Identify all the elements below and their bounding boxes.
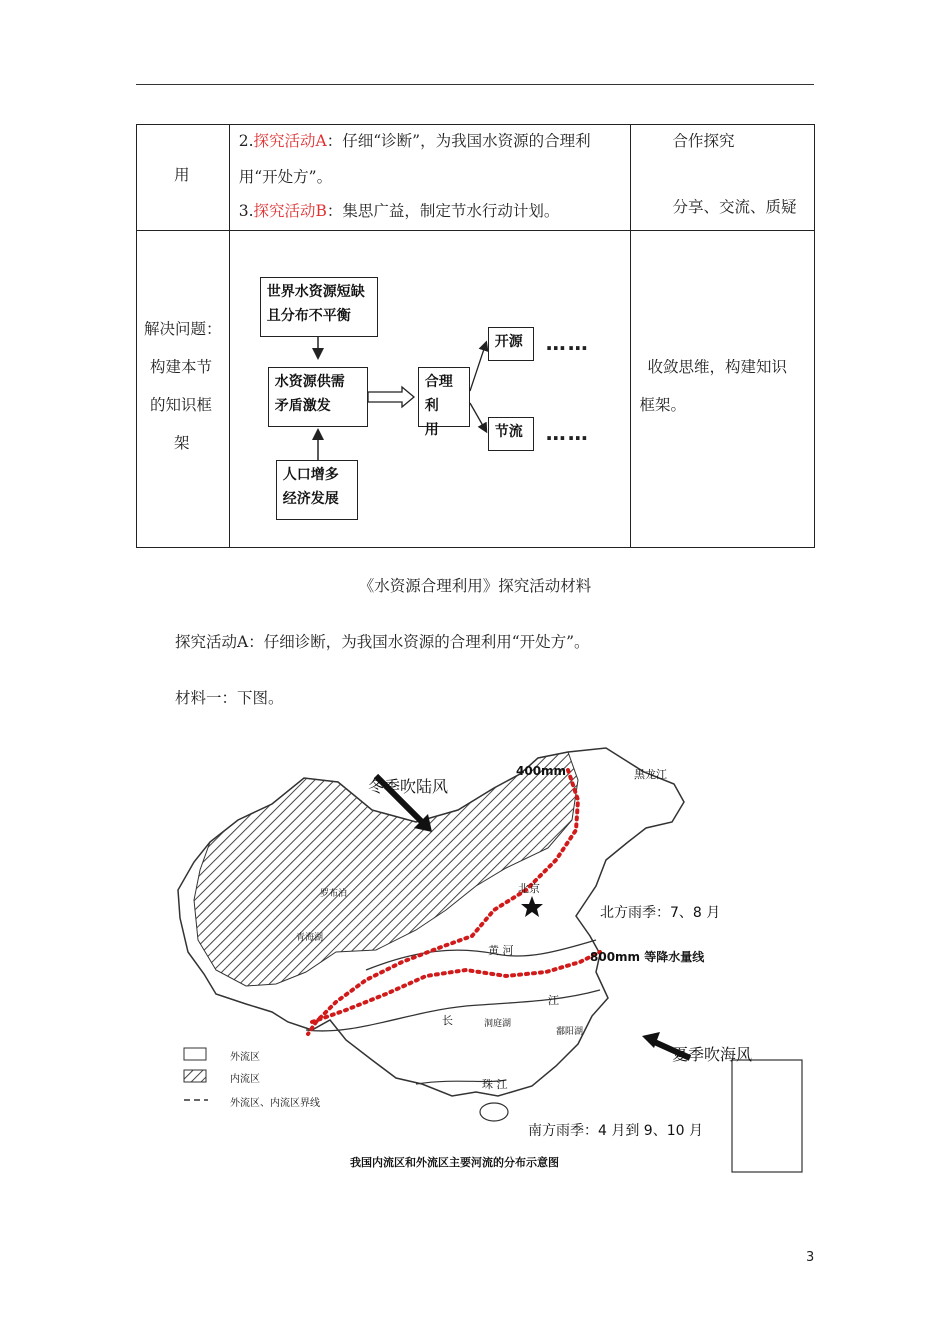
table-row xyxy=(137,231,815,548)
legend-inland-symbol xyxy=(184,1070,206,1082)
flow-ellipsis: …… xyxy=(545,421,590,445)
south-rain-label: 南方雨季：4 月到 9、10 月 xyxy=(528,1123,703,1139)
activity-a-line2: 用“开处方”。 xyxy=(238,168,333,186)
activity-b-line xyxy=(239,199,560,221)
row2-method-cell xyxy=(630,231,814,548)
row2-label-line: 架 xyxy=(174,434,190,452)
heilongjiang-label: 黑龙江 xyxy=(634,768,667,781)
activity-a-title: 探究活动A xyxy=(253,132,327,150)
knowledge-flowchart xyxy=(230,231,630,547)
activity-b-title: 探究活动B xyxy=(253,202,327,220)
flow-box-text: 合理利 xyxy=(424,374,453,414)
arrow-branch-up xyxy=(470,343,486,391)
row1-method-cell xyxy=(630,125,814,231)
legend-inland-label: 内流区 xyxy=(230,1074,260,1085)
legend-outflow-symbol xyxy=(184,1048,206,1060)
method-cooperate: 合作探究 xyxy=(672,132,735,150)
activity-a-text: ：仔细“诊断”，为我国水资源的合理利 xyxy=(326,132,591,150)
legend-outflow-label: 外流区 xyxy=(230,1052,260,1063)
summer-wind-label: 夏季吹海风 xyxy=(672,1045,753,1064)
material-title: 《水资源合理利用》探究活动材料 xyxy=(358,577,592,595)
arrow-branch-down xyxy=(470,403,486,431)
beijing-label: 北京 xyxy=(518,882,540,895)
south-sea-inset xyxy=(732,1060,802,1172)
row2-label-cell xyxy=(137,231,230,548)
flow-box-text: 人口增多 xyxy=(282,467,339,483)
table-row xyxy=(137,125,815,231)
changjiang-label: 长 xyxy=(442,1014,453,1027)
flow-box-population xyxy=(276,460,358,520)
activity-a-number: 2. xyxy=(238,132,254,150)
flow-box-text: 且分布不平衡 xyxy=(266,308,351,324)
china-rivers-map xyxy=(176,740,810,1180)
winter-wind-label: 冬季吹陆风 xyxy=(368,777,449,796)
map-drawing xyxy=(176,740,810,1180)
row1-content-cell xyxy=(229,125,630,231)
activity-a-line xyxy=(239,129,591,151)
jiang-label: 江 xyxy=(548,994,559,1007)
row2-label-line: 解决问题： xyxy=(144,320,222,338)
header-rule xyxy=(136,84,814,85)
flow-box-rational-use xyxy=(418,367,470,438)
material-one-paragraph: 材料一：下图。 xyxy=(175,689,284,707)
flow-box-open-source: 开源 xyxy=(488,327,534,361)
row2-label-line: 的知识框 xyxy=(150,396,213,414)
method-converge-2: 框架。 xyxy=(639,396,687,414)
row2-label-line: 构建本节 xyxy=(150,358,213,376)
flow-box-text: 经济发展 xyxy=(282,491,339,507)
row1-label: 用 xyxy=(174,166,190,184)
lesson-table xyxy=(136,124,815,548)
method-share: 分享、交流、质疑 xyxy=(672,198,797,216)
isohyet-400-label: 400mm xyxy=(516,764,567,778)
flow-box-text: 水资源供需 xyxy=(274,374,345,390)
luobu-label: 罗布泊 xyxy=(320,889,348,899)
flow-box-text: 世界水资源短缺 xyxy=(266,284,365,300)
dongting-label: 洞庭湖 xyxy=(484,1019,512,1029)
flow-box-reduce-flow: 节流 xyxy=(488,417,534,451)
qinghai-label: 青海湖 xyxy=(296,933,324,943)
huanghe-label: 黄 河 xyxy=(488,944,514,957)
flow-box-text: 矛盾激发 xyxy=(274,398,331,414)
flow-box-world-water xyxy=(260,277,378,337)
north-rain-label: 北方雨季：7、8 月 xyxy=(600,905,721,921)
flow-box-contradiction xyxy=(268,367,368,427)
legend-boundary-label: 外流区、内流区界线 xyxy=(230,1098,320,1109)
row1-label-cell xyxy=(137,125,230,231)
method-converge: 收敛思维，构建知识 xyxy=(647,358,788,376)
flow-box-text: 用 xyxy=(424,422,439,438)
activity-a-paragraph: 探究活动A：仔细诊断，为我国水资源的合理利用“开处方”。 xyxy=(175,633,590,651)
page-number: 3 xyxy=(806,1250,815,1265)
isohyet-800-label: 800mm 等降水量线 xyxy=(590,950,705,964)
row2-flowchart-cell xyxy=(229,231,630,548)
poyang-label: 鄱阳湖 xyxy=(556,1027,584,1037)
flow-ellipsis: …… xyxy=(545,331,590,355)
arrow-hollow xyxy=(368,387,414,407)
hainan-island xyxy=(480,1103,508,1121)
zhujiang-label: 珠 江 xyxy=(482,1078,508,1091)
activity-b-number: 3. xyxy=(238,202,254,220)
map-caption: 我国内流区和外流区主要河流的分布示意图 xyxy=(350,1156,559,1169)
activity-b-text: ：集思广益，制定节水行动计划。 xyxy=(326,202,560,220)
